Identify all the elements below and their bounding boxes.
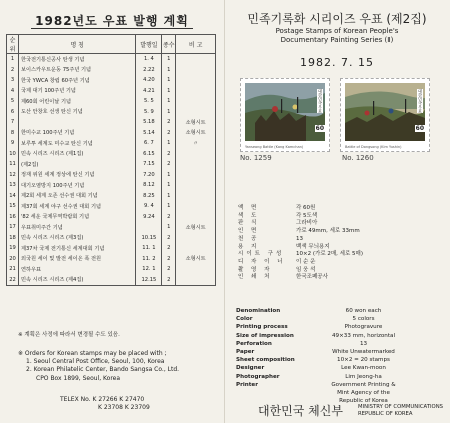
spec-kr-label: 판 식 [238,220,260,227]
spec-en-value: 13 [359,340,368,347]
cell-rank: 6 [7,107,19,118]
cell-date: 8.12 [136,180,162,191]
cell-remarks: 소형시트 [176,222,216,233]
schedule-footnote: ※ 계획은 사정에 따라서 변경될 수도 있음. [18,332,120,338]
cell-rank: 11 [7,159,19,170]
cell-kinds: 2 [162,275,176,286]
cell-date: 8.25 [136,191,162,202]
spec-kr-label: 디 자 이 너 [238,258,286,265]
cell-name: 제37차 국제 전기통신 세계대회 기념 [18,243,135,254]
cell-rank: 18 [7,233,19,244]
cell-name: 보루투 세계도 미수교 탄신 기념 [18,138,135,149]
spec-en-label: Sheet composition [236,357,295,364]
table-row [7,180,216,191]
cell-kinds: 1 [162,138,176,149]
cell-name: 대기오염방지 100주년 기념 [18,180,135,191]
cell-kinds: 2 [162,243,176,254]
cell-date: 4.21 [136,86,162,97]
spec-kr-row [238,274,363,282]
stamp-1-painting [245,83,325,141]
spec-en-row [236,356,426,364]
cell-kinds: 1 [162,96,176,107]
cell-date: 4.20 [136,75,162,86]
cell-rank: 21 [7,264,19,275]
table-row [7,149,216,160]
spec-en-row [236,389,426,397]
cell-name: 국제 대기 100주년 기념 [18,86,135,97]
spec-en-label: Paper [236,349,255,356]
cell-date: 7.20 [136,170,162,181]
spec-en-row [236,364,426,372]
cell-rank: 22 [7,275,19,286]
spec-kr-row [238,251,363,259]
table-row [7,128,216,139]
cell-remarks [176,96,216,107]
cell-remarks: 소형시트 [176,128,216,139]
cell-name [18,117,135,128]
telex-line-1: TELEX No. K 27266 K 27470 [60,396,145,403]
cell-rank: 16 [7,212,19,223]
cell-remarks [176,149,216,160]
cell-kinds: 2 [162,233,176,244]
col-header-name: 명 칭 [18,35,135,54]
cell-name: 민속 시리즈 시리즈 (제3집) [18,233,135,244]
ministry-name-korean: 대한민국 체신부 [258,404,343,418]
cell-rank: 12 [7,170,19,181]
cell-kinds: 1 [162,191,176,202]
stamp-2-caption: Battle of Dongsong (Kim Yushin) [345,145,402,149]
cell-rank: 1 [7,54,19,65]
cell-remarks: 소형시트 [176,254,216,265]
cell-date [136,222,162,233]
issue-title: 민족기록화 시리이즈 우표 (제2집) [247,12,427,26]
stamp-1-caption: Yanseong Battle (Kang Kamchan) [245,145,304,149]
specs-english [236,307,426,405]
cell-name: 민속 시리즈 시리즈 (제1집) [18,149,135,160]
table-row [7,233,216,244]
telex-line-2: K 23708 K 23709 [98,404,150,411]
spec-en-value: 60 won each [345,308,382,314]
spec-en-label: Perforation [236,340,272,347]
spec-kr-row [238,228,363,236]
spec-kr-label: 시이트 구성 [238,251,285,258]
spec-en-row [236,332,426,340]
cell-remarks [176,275,216,286]
cell-rank: 2 [7,65,19,76]
schedule-table [6,34,216,286]
ministry-name-english [358,404,443,417]
cell-kinds: 2 [162,254,176,265]
table-row [7,275,216,286]
spec-kr-row [238,236,363,244]
issue-subtitle [224,27,450,44]
spec-en-value: 49×33 mm, horizontal [331,332,396,339]
cell-date: 5.14 [136,128,162,139]
cell-remarks [176,201,216,212]
order-heading: ※ Orders for Korean stamps may be placed with ; [18,350,167,357]
cell-rank: 19 [7,243,19,254]
cell-name: 제60회 어린이날 기념 [18,96,135,107]
ministry-en-line-1: MINISTRY OF COMMUNICATIONS [358,404,444,410]
cell-name: 정재 위원 세계 정상에 탄신 기념 [18,170,135,181]
spec-kr-label: 촬 영 자 [238,266,273,273]
cell-kinds: 1 [162,54,176,65]
cell-kinds: 2 [162,117,176,128]
cell-remarks [176,191,216,202]
col-header-rank: 순위 [7,35,19,54]
cell-kinds: 2 [162,264,176,275]
col-header-remarks: 비 고 [176,35,216,54]
cell-rank: 14 [7,191,19,202]
spec-en-label: Designer [236,365,265,372]
order-address-2: 2. Korean Philatelic Center, Bando Sangsa Co., Ltd. [26,366,180,374]
cell-name: 제2회 세계 오존 선수권 대회 기념 [18,191,135,202]
spec-kr-row [238,205,363,213]
table-row [7,222,216,233]
table-row [7,159,216,170]
cell-kinds: 1 [162,180,176,191]
col-header-kinds: 종수 [162,35,176,54]
table-row [7,170,216,181]
spec-kr-value: 그라비아 [296,220,318,227]
telex-info [60,396,150,412]
spec-en-value: Republic of Korea [339,398,388,405]
spec-en-label: Printer [236,381,258,388]
cell-date: 6.15 [136,149,162,160]
order-info [18,350,179,383]
cell-date: 2.22 [136,65,162,76]
cell-kinds: 1 [162,201,176,212]
cell-date: 9.24 [136,212,162,223]
spec-en-value: 5 colors [352,316,375,323]
spec-kr-value: 가로 49mm, 세로 33mm [296,228,360,235]
cell-date: 1. 4 [136,54,162,65]
cell-name: 외국원 세이 및 발전 세이온 폭 전원 [18,254,135,265]
cell-rank: 5 [7,96,19,107]
cell-rank: 13 [7,180,19,191]
cell-name: 한국 YWCA 창립 60주년 기념 [18,75,135,86]
spec-en-label: Photographer [236,373,280,380]
spec-en-row [236,381,426,389]
stamp-2-country: 대한민국우표 [418,89,423,113]
spec-en-row [236,315,426,323]
spec-kr-row [238,259,363,267]
cell-remarks [176,233,216,244]
spec-kr-value: 각 5도색 [296,212,318,219]
cell-date: 11. 1 [136,243,162,254]
spec-kr-value: 이 순 운 [296,258,316,265]
table-row [7,201,216,212]
spec-en-value: Government Printing & [331,381,396,388]
cell-kinds: 1 [162,107,176,118]
cell-name: '82 세운 국제무역박람회 기념 [18,212,135,223]
cell-date: 5. 5 [136,96,162,107]
spec-en-row [236,348,426,356]
spec-en-label [236,389,301,397]
issue-subtitle-line-2: Documentary Painting Series (Ⅱ) [280,35,394,44]
spec-kr-value: 10×2 (가로 2매, 세로 5매) [296,251,364,258]
spec-kr-label: 인 쇄 처 [238,274,273,281]
cell-remarks [176,65,216,76]
table-row [7,117,216,128]
spec-en-label: Color [236,316,253,323]
cell-name: 도산 안창호 선생 탄신 기념 [18,107,135,118]
table-row [7,107,216,118]
spec-kr-value: 각 60원 [296,205,316,211]
specs-korean [238,205,363,282]
cell-name: 한미수교 100주년 기념 [18,128,135,139]
spec-kr-label: 인 면 [238,228,260,235]
spec-en-value: Lim Jeong-ha [345,373,382,380]
table-row [7,212,216,223]
spec-en-row [236,323,426,331]
cell-date: 10.15 [136,233,162,244]
table-row [7,138,216,149]
cell-remarks [176,212,216,223]
stamp-2-value: 60 [415,125,424,132]
ministry-en-line-2: REPUBLIC OF KOREA [358,410,413,417]
spec-en-row [236,373,426,381]
cell-kinds: 1 [162,75,176,86]
spec-en-row [236,340,426,348]
cell-date: 5.18 [136,117,162,128]
cell-rank: 4 [7,86,19,97]
table-row [7,96,216,107]
cell-remarks: 소형시트 [176,117,216,128]
cell-name: 우표취미주간 기념 [18,222,135,233]
cell-name: 연하우표 [18,264,135,275]
cell-kinds: 1 [162,222,176,233]
spec-kr-value: 백색 무늬용지 [296,243,330,250]
cell-date: 12.15 [136,275,162,286]
issue-subtitle-line-1: Postage Stamps of Korean People's [275,27,399,35]
cell-remarks [176,159,216,170]
order-address-3: CPO Box 1899, Seoul, Korea [36,374,121,382]
cell-rank: 20 [7,254,19,265]
cell-date: 11. 2 [136,254,162,265]
spec-kr-value: 13 [296,235,303,242]
cell-kinds: 1 [162,86,176,97]
spec-en-value: Mint Agency of the [337,390,390,397]
cell-rank: 10 [7,149,19,160]
stamp-1-country: 대한민국우표 [318,89,323,113]
cell-rank: 8 [7,128,19,139]
cell-rank: 7 [7,117,19,128]
spec-en-value: Lee Kwan-moon [341,365,386,372]
cell-date: 7.15 [136,159,162,170]
cell-kinds: 1 [162,65,176,76]
table-row [7,254,216,265]
cell-name: 민속 시리즈 시리즈 (제4집) [18,275,135,286]
cell-rank: 15 [7,201,19,212]
cell-remarks [176,54,216,65]
issue-date: 1982. 7. 15 [300,56,374,69]
cell-name: 한국전기통신공사 탄생 기념 [18,54,135,65]
cell-name: 제37회 세계 야구 선수권 대회 기념 [18,201,135,212]
cell-kinds: 2 [162,159,176,170]
schedule-title: 1982년도 우표 발행 계획 [0,12,224,29]
cell-remarks [176,86,216,97]
stamp-1 [240,78,330,152]
cell-date: 12. 1 [136,264,162,275]
spec-en-label: Printing process [236,324,288,331]
table-row [7,243,216,254]
cell-kinds: 1 [162,170,176,181]
spec-kr-label: 용 지 [238,243,260,250]
spec-kr-label: 천 공 [238,235,260,242]
stamp-1-value: 60 [315,125,324,132]
stamp-2 [340,78,430,152]
cell-rank: 17 [7,222,19,233]
spec-kr-row [238,220,363,228]
cell-rank: 9 [7,138,19,149]
stamp-2-painting [345,83,425,141]
spec-en-value: Photogravure [344,324,383,331]
spec-en-label: Size of impression [236,332,294,339]
spec-en-label: Denomination [236,308,281,314]
cell-remarks [176,170,216,181]
col-header-date: 발행일 [136,35,162,54]
cell-date: 5. 9 [136,107,162,118]
spec-kr-value: 한국조폐공사 [296,274,328,281]
table-row [7,264,216,275]
cell-kinds: 2 [162,212,176,223]
cell-remarks [176,180,216,191]
table-row [7,86,216,97]
order-address-1: 1. Seoul Central Post Office, Seoul, 100, Korea [26,358,165,366]
cell-rank: 3 [7,75,19,86]
cell-remarks [176,75,216,86]
spec-kr-label: 액 면 [238,205,260,211]
cell-remarks [176,243,216,254]
cell-remarks [176,264,216,275]
stamp-1-number: No. 1259 [240,154,272,162]
stamp-2-number: No. 1260 [342,154,374,162]
table-row [7,65,216,76]
cell-date: 6. 7 [136,138,162,149]
cell-remarks [176,107,216,118]
schedule-header-row [7,35,216,54]
spec-en-value: 10×2 = 20 stamps [337,357,390,364]
spec-en-row [236,307,426,315]
table-row [7,191,216,202]
cell-remarks: 〃 [176,138,216,149]
cell-kinds: 2 [162,149,176,160]
cell-name: 보이스카우트운동 75주년 기념 [18,65,135,76]
table-row [7,54,216,65]
spec-kr-value: 임 웅 석 [296,266,316,273]
spec-kr-label: 색 도 [238,212,260,219]
spec-en-value: White Unwatermarked [332,349,395,356]
table-row [7,75,216,86]
cell-kinds: 2 [162,128,176,139]
cell-name: (제2집) [18,159,135,170]
cell-date: 9. 4 [136,201,162,212]
